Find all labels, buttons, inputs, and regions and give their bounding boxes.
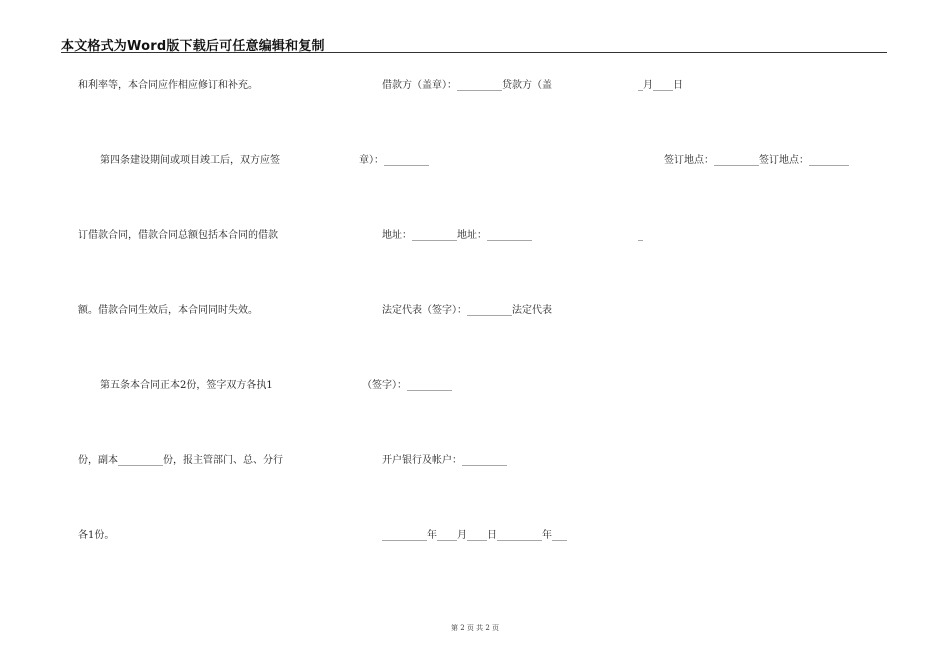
left-line-5: 第五条本合同正本2份，签字双方各执1 [100, 380, 273, 391]
right-line-1: _月____日 [638, 80, 683, 91]
right-line-3: _ [638, 230, 643, 241]
middle-line-4: 法定代表（签字）：_________法定代表 [382, 305, 552, 316]
right-line-2: 签订地点：_________签订地点：________ [664, 155, 849, 166]
left-line-2: 第四条建设期间或项目竣工后，双方应签 [100, 155, 280, 166]
left-line-3: 订借款合同，借款合同总额包括本合同的借款 [78, 230, 278, 241]
left-line-4: 额。借款合同生效后，本合同同时失效。 [78, 305, 258, 316]
middle-line-3: 地址：_________地址：_________ [382, 230, 532, 241]
middle-line-6: 开户银行及帐户：_________ [382, 455, 507, 466]
page-number: 第 2 页 共 2 页 [450, 624, 500, 632]
header-divider [61, 52, 887, 53]
header-title: 本文格式为Word版下载后可任意编辑和复制 [61, 39, 325, 54]
left-line-7: 各1份。 [78, 530, 115, 541]
left-line-6: 份，副本_________份，报主管部门、总、分行 [78, 455, 283, 466]
middle-line-2: 章）：_________ [359, 155, 429, 166]
middle-line-7: _________年____月____日_________年___ [382, 530, 567, 541]
middle-line-1: 借款方（盖章）：_________贷款方（盖 [382, 80, 552, 91]
left-line-1: 和利率等，本合同应作相应修订和补充。 [78, 80, 258, 91]
middle-line-5: （签字）：_________ [362, 380, 452, 391]
